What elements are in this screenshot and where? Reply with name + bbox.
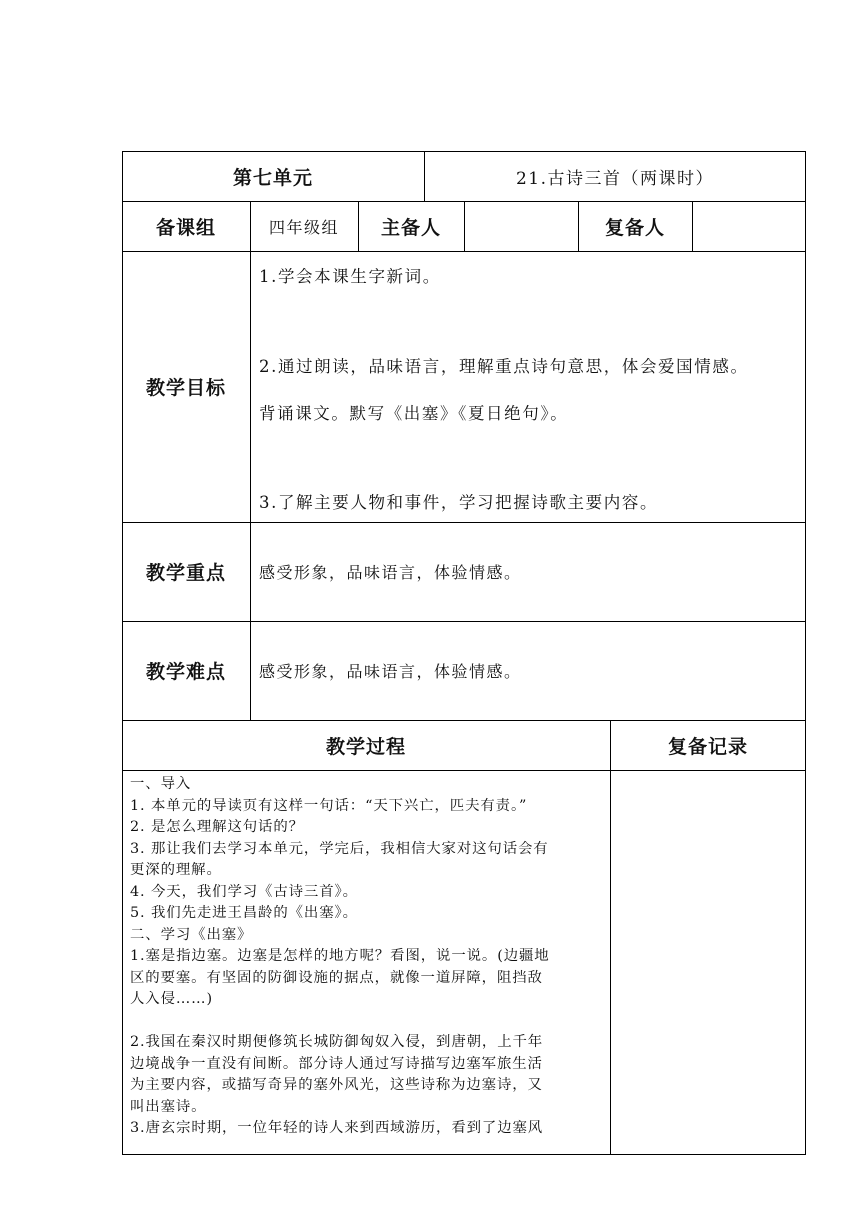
unit-title: 第七单元 [232, 166, 313, 189]
difficulties-value-cell [259, 621, 799, 720]
lesson-plan-table [122, 151, 806, 1155]
notes-header: 复备记录 [667, 735, 748, 758]
objectives-label: 教学目标 [145, 377, 226, 399]
objective-item: 2.通过朗读，品味语言，理解重点诗句意思，体会爱国情感。 [259, 357, 749, 376]
difficulties-label-cell [122, 621, 250, 720]
process-line: 3. 那让我们去学习本单元，学完后，我相信大家对这句话会有 [130, 840, 549, 857]
objective-item: 1.学会本课生字新词。 [259, 267, 441, 286]
process-line: 为主要内容，或描写奇异的塞外风光，这些诗称为边塞诗，又 [130, 1077, 543, 1093]
process-line: 二、学习《出塞》 [130, 926, 253, 943]
review-preparer-label-cell [578, 201, 692, 251]
difficulties-value: 感受形象，品味语言，体验情感。 [259, 662, 522, 681]
review-preparer-value-cell [692, 201, 806, 251]
key-points-value-cell [259, 522, 799, 621]
lesson-title-cell [424, 151, 806, 201]
process-header-cell [122, 720, 610, 770]
objective-item: 3.了解主要人物和事件，学习把握诗歌主要内容。 [259, 493, 659, 512]
lead-preparer-label-cell [358, 201, 464, 251]
key-points-label-cell [122, 522, 250, 621]
notes-content-cell [610, 770, 806, 1155]
process-line: 4. 今天，我们学习《古诗三首》。 [130, 883, 358, 900]
process-spacer [130, 1011, 606, 1033]
process-line: 叫出塞诗。 [130, 1098, 207, 1115]
review-preparer-label: 复备人 [604, 216, 665, 239]
difficulties-label: 教学难点 [145, 661, 226, 683]
process-line: 2.我国在秦汉时期便修筑长城防御匈奴入侵，到唐朝，上千年 [130, 1034, 544, 1050]
process-content [130, 774, 606, 1140]
notes-header-cell [610, 720, 806, 770]
process-line: 人入侵……) [130, 991, 213, 1007]
unit-cell [122, 151, 424, 201]
objective-item: 背诵课文。默写《出塞》《夏日绝句》。 [259, 404, 569, 423]
prep-group-value-cell [250, 201, 358, 251]
process-line: 区的要塞。有坚固的防御设施的据点，就像一道屏障，阻挡敌 [130, 969, 543, 986]
process-line: 1. 本单元的导读页有这样一句话：“天下兴亡，匹夫有责。” [130, 797, 528, 814]
process-header: 教学过程 [325, 735, 406, 758]
prep-group-label: 备课组 [155, 216, 216, 239]
process-line: 2. 是怎么理解这句话的？ [130, 819, 304, 835]
process-line: 3.唐玄宗时期，一位年轻的诗人来到西域游历，看到了边塞风 [130, 1120, 544, 1136]
process-line: 边境战争一直没有间断。部分诗人通过写诗描写边塞军旅生活 [130, 1055, 543, 1072]
process-line: 5. 我们先走进王昌龄的《出塞》。 [130, 905, 358, 921]
prep-group-value: 四年级组 [268, 217, 339, 237]
process-line: 1.塞是指边塞。边塞是怎样的地方呢？看图，说一说。(边疆地 [130, 948, 550, 964]
prep-group-label-cell [122, 201, 250, 251]
lesson-title: 21.古诗三首（两课时） [515, 168, 715, 189]
key-points-value: 感受形象，品味语言，体验情感。 [259, 563, 522, 582]
process-line: 更深的理解。 [130, 862, 222, 878]
key-points-label: 教学重点 [145, 562, 226, 584]
lead-preparer-value-cell [464, 201, 578, 251]
objectives-label-cell [122, 251, 250, 522]
process-line: 一、导入 [130, 776, 192, 792]
lead-preparer-label: 主备人 [380, 216, 441, 239]
